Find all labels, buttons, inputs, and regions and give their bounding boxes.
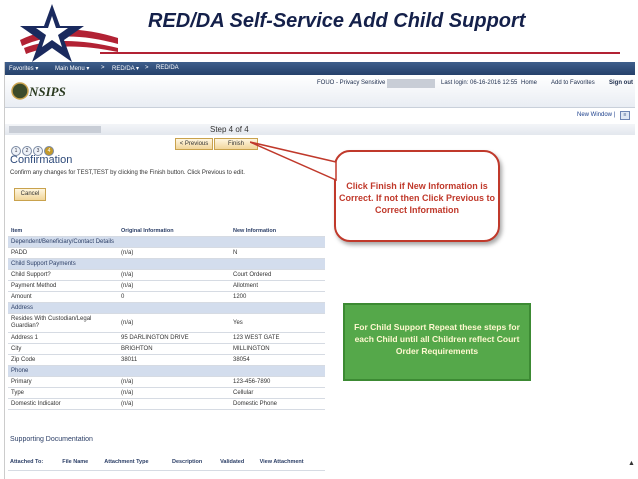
last-login: Last login: 06-16-2016 12:55 <box>441 80 518 86</box>
callout-pointer <box>250 140 340 190</box>
table-row <box>8 292 325 303</box>
favorites-menu[interactable]: Favorites ▾ <box>9 66 39 72</box>
previous-button[interactable]: < Previous <box>175 138 213 150</box>
docs-column-header: Attached To: <box>8 454 60 471</box>
fouo-label: FOUO - Privacy Sensitive <box>317 80 386 86</box>
docs-column-header: Validated <box>218 454 258 471</box>
row-original: (n/a) <box>118 248 230 259</box>
row-new: 123-456-7890 <box>230 377 325 388</box>
finish-callout: Click Finish if New Information is Correct. If not then Click Previous to Correct Information <box>334 150 500 242</box>
supporting-docs-table <box>8 454 325 471</box>
section-row <box>8 303 325 314</box>
step-bar <box>5 124 635 135</box>
row-item: City <box>8 344 118 355</box>
column-header: New Information <box>230 226 325 237</box>
row-item: Primary <box>8 377 118 388</box>
supporting-docs-title: Supporting Documentation <box>10 436 93 443</box>
row-original: (n/a) <box>118 281 230 292</box>
top-nav-bar <box>5 62 635 75</box>
table-header-row <box>8 226 325 237</box>
row-item: Payment Method <box>8 281 118 292</box>
step-circle-4[interactable]: 4 <box>44 146 54 156</box>
nav-separator: > <box>145 65 149 71</box>
step-circle-3[interactable]: 3 <box>33 146 43 156</box>
step-circle-2[interactable]: 2 <box>22 146 32 156</box>
row-item: Domestic Indicator <box>8 399 118 410</box>
breadcrumb-reda[interactable]: RED/DA <box>156 65 179 71</box>
row-original: (n/a) <box>118 270 230 281</box>
confirm-instructions: Confirm any changes for TEST,TEST by clicking the Finish button. Click Previous to edit. <box>10 170 245 176</box>
row-item: Type <box>8 388 118 399</box>
section-label: Child Support Payments <box>8 259 325 270</box>
section-label: Phone <box>8 366 325 377</box>
row-new: N <box>230 248 325 259</box>
row-new: Allotment <box>230 281 325 292</box>
page-title: Confirmation <box>10 154 73 166</box>
table-row <box>8 333 325 344</box>
redacted-name <box>9 126 101 133</box>
table-row <box>8 270 325 281</box>
row-item: Address 1 <box>8 333 118 344</box>
finish-button[interactable]: Finish <box>214 138 258 150</box>
section-row <box>8 237 325 248</box>
section-label: Address <box>8 303 325 314</box>
nsips-logo <box>11 81 71 101</box>
app-screenshot <box>4 62 635 479</box>
table-row <box>8 344 325 355</box>
table-row <box>8 388 325 399</box>
row-original: 38011 <box>118 355 230 366</box>
confirmation-table <box>8 226 325 410</box>
row-original: (n/a) <box>118 377 230 388</box>
star-logo <box>0 0 120 68</box>
slide-title: RED/DA Self-Service Add Child Support <box>148 10 526 32</box>
docs-header-row <box>8 454 325 471</box>
row-original: (n/a) <box>118 388 230 399</box>
row-item: Resides With Custodian/Legal Guardian? <box>8 314 118 333</box>
help-icon[interactable]: ≡ <box>620 111 630 120</box>
row-original: BRIGHTON <box>118 344 230 355</box>
row-new: MILLINGTON <box>230 344 325 355</box>
nav-separator: > <box>101 65 105 71</box>
row-new: 1200 <box>230 292 325 303</box>
table-row <box>8 377 325 388</box>
column-header: Item <box>8 226 118 237</box>
docs-column-header: View Attachment <box>258 454 325 471</box>
row-new: Court Ordered <box>230 270 325 281</box>
docs-column-header: File Name <box>60 454 102 471</box>
docs-column-header: Attachment Type <box>102 454 170 471</box>
row-new: Domestic Phone <box>230 399 325 410</box>
row-item: Amount <box>8 292 118 303</box>
section-row <box>8 259 325 270</box>
row-original: (n/a) <box>118 399 230 410</box>
child-support-callout: For Child Support Repeat these steps for each Child until all Children reflect Court Order Requirements <box>343 303 531 381</box>
cancel-button[interactable]: Cancel <box>14 188 46 201</box>
row-original: 0 <box>118 292 230 303</box>
table-row <box>8 355 325 366</box>
svg-text:NSIPS: NSIPS <box>29 84 66 99</box>
step-indicator: Step 4 of 4 <box>210 125 249 134</box>
row-new: 38054 <box>230 355 325 366</box>
sign-out-link[interactable]: Sign out <box>609 80 633 86</box>
add-to-favorites-link[interactable]: Add to Favorites <box>551 80 595 86</box>
row-new: Yes <box>230 314 325 333</box>
row-new: Cellular <box>230 388 325 399</box>
home-link[interactable]: Home <box>521 80 538 86</box>
table-row <box>8 314 325 333</box>
title-rule <box>100 52 620 54</box>
table-row <box>8 248 325 259</box>
app-header <box>5 75 635 108</box>
new-window-link[interactable]: New Window | <box>577 112 616 118</box>
row-item: PADD <box>8 248 118 259</box>
main-menu[interactable]: Main Menu ▾ <box>55 66 90 72</box>
row-original: (n/a) <box>118 314 230 333</box>
redacted-user <box>387 79 435 88</box>
table-row <box>8 281 325 292</box>
row-new: 123 WEST GATE <box>230 333 325 344</box>
docs-column-header: Description <box>170 454 218 471</box>
section-row <box>8 366 325 377</box>
scroll-marker-icon: ▲ <box>628 460 635 467</box>
row-item: Zip Code <box>8 355 118 366</box>
breadcrumb-reda-menu[interactable]: RED/DA ▾ <box>112 66 140 72</box>
step-circles <box>11 139 55 154</box>
step-circle-1[interactable]: 1 <box>11 146 21 156</box>
column-header: Original Information <box>118 226 230 237</box>
section-label: Dependent/Beneficiary/Contact Details <box>8 237 325 248</box>
row-item: Child Support? <box>8 270 118 281</box>
table-row <box>8 399 325 410</box>
row-original: 95 DARLINGTON DRIVE <box>118 333 230 344</box>
